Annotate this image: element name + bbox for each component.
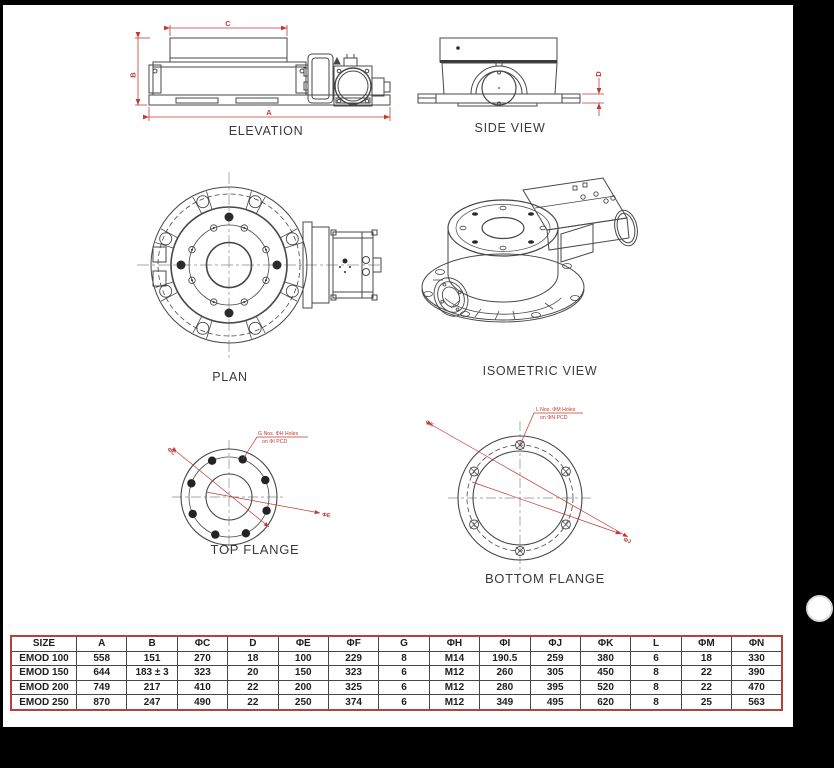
table-cell: 520 [580,680,630,695]
isometric-view-label: ISOMETRIC VIEW [482,364,598,378]
table-cell: EMOD 250 [11,695,77,710]
spec-table-body [11,651,782,710]
column-header: L [631,636,681,651]
table-cell: 8 [631,666,681,681]
bottom-flange-od-label: ΦK [424,419,435,430]
table-cell: 22 [228,680,278,695]
bottom-flange-drawing [420,393,670,570]
table-cell: 490 [177,695,227,710]
table-cell: 6 [631,651,681,666]
table-cell: 247 [127,695,177,710]
spec-table-head [11,636,782,651]
column-header: SIZE [11,636,77,651]
table-cell: 410 [177,680,227,695]
table-cell: 25 [681,695,731,710]
table-cell: 190.5 [480,651,530,666]
table-cell: 305 [530,666,580,681]
table-cell: 6 [379,695,429,710]
table-cell: 323 [177,666,227,681]
table-cell: 200 [278,680,328,695]
table-cell: 20 [228,666,278,681]
elevation-label: ELEVATION [228,124,304,138]
table-cell: 620 [580,695,630,710]
table-cell: 349 [480,695,530,710]
table-cell: 558 [77,651,127,666]
plan-drawing [135,168,395,388]
table-cell: 470 [732,680,782,695]
column-header: ΦE [278,636,328,651]
elevation-drawing [128,8,400,143]
top-flange-holes-note-line1: G Nos. ΦH Holes [258,431,299,437]
table-cell: 280 [480,680,530,695]
table-cell: 22 [228,695,278,710]
table-cell: 749 [77,680,127,695]
table-cell: 217 [127,680,177,695]
bottom-flange-holes-note-line2: on ΦN PCD [540,415,568,421]
table-cell: 450 [580,666,630,681]
table-cell: 22 [681,666,731,681]
top-flange-label: TOP FLANGE [210,542,300,557]
table-row [11,680,782,695]
column-header: ΦC [177,636,227,651]
table-cell: 100 [278,651,328,666]
table-cell: 22 [681,680,731,695]
column-header: ΦN [732,636,782,651]
spec-table-container [10,635,783,711]
dim-c-label: C [225,19,231,28]
top-flange-od-label: ΦC [165,446,177,457]
drawing-paper [3,5,793,727]
hole-punch-mark [806,595,833,622]
table-cell: 495 [530,695,580,710]
table-cell: 8 [631,695,681,710]
table-cell: EMOD 150 [11,666,77,681]
table-cell: 8 [379,651,429,666]
table-cell: 270 [177,651,227,666]
column-header: ΦI [480,636,530,651]
table-cell: 18 [681,651,731,666]
table-cell: M12 [429,666,479,681]
table-cell: 250 [278,695,328,710]
spec-table [10,635,783,711]
table-cell: M12 [429,680,479,695]
table-cell: 380 [580,651,630,666]
table-cell: 8 [631,680,681,695]
table-cell: 323 [328,666,378,681]
table-cell: 330 [732,651,782,666]
table-cell: M14 [429,651,479,666]
table-row [11,666,782,681]
side-view-label: SIDE VIEW [474,121,546,135]
top-flange-drawing [150,405,360,560]
dim-b-label: B [128,72,138,78]
top-flange-holes-note-line2: on ΦI PCD [262,439,288,445]
column-header: ΦK [580,636,630,651]
table-cell: EMOD 100 [11,651,77,666]
table-cell: M12 [429,695,479,710]
bottom-flange-label: BOTTOM FLANGE [484,571,606,586]
table-cell: 563 [732,695,782,710]
table-cell: 151 [127,651,177,666]
table-cell: 260 [480,666,530,681]
dim-d-label: D [594,71,603,77]
column-header: B [127,636,177,651]
table-cell: 229 [328,651,378,666]
bottom-flange-id-label: ΦJ [622,537,632,546]
table-header-row [11,636,782,651]
table-cell: 183 ± 3 [127,666,177,681]
column-header: ΦJ [530,636,580,651]
table-cell: 644 [77,666,127,681]
table-cell: EMOD 200 [11,680,77,695]
bottom-flange-holes-note-line1: L Nos. ΦM Holes [536,407,576,413]
column-header: A [77,636,127,651]
column-header: D [228,636,278,651]
column-header: G [379,636,429,651]
table-cell: 374 [328,695,378,710]
table-cell: 6 [379,666,429,681]
table-cell: 6 [379,680,429,695]
plan-label: PLAN [212,370,248,384]
column-header: ΦF [328,636,378,651]
top-flange-bore-label: ΦE [321,512,331,520]
isometric-drawing [415,168,665,388]
table-cell: 150 [278,666,328,681]
table-cell: 325 [328,680,378,695]
dim-a-label: A [266,108,272,117]
table-row [11,695,782,710]
column-header: ΦM [681,636,731,651]
table-cell: 390 [732,666,782,681]
table-cell: 870 [77,695,127,710]
table-cell: 395 [530,680,580,695]
table-cell: 259 [530,651,580,666]
table-cell: 18 [228,651,278,666]
column-header: ΦH [429,636,479,651]
table-row [11,651,782,666]
